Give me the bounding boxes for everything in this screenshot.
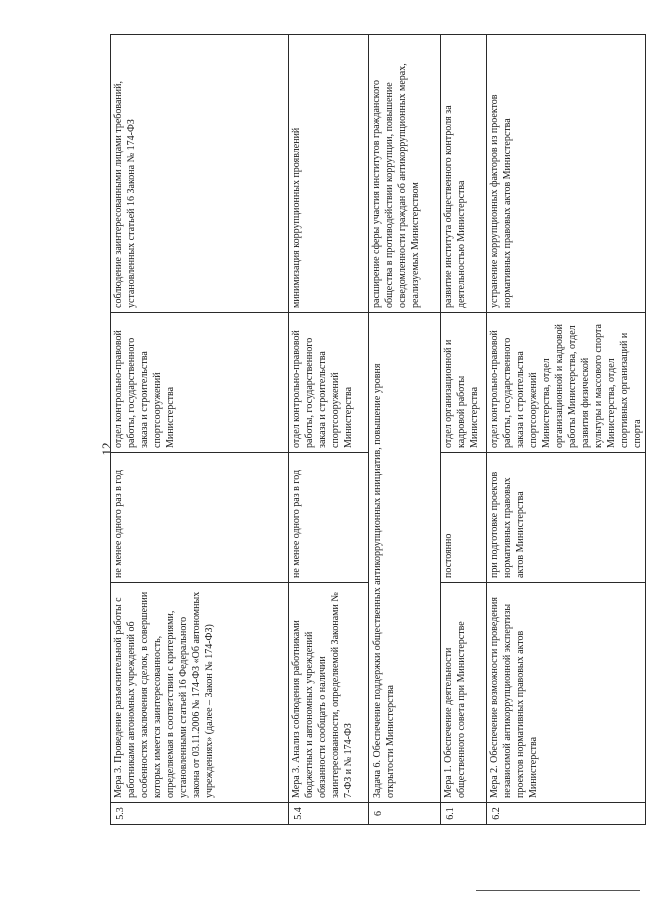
term-cell: не менее одного раз в год bbox=[111, 453, 289, 583]
row-number: 6.2 bbox=[487, 803, 646, 825]
task-cell: Задача 6. Обеспечение поддержки общественных антикоррупционных инициатив, повышение уровня открытости Министерства bbox=[369, 313, 441, 803]
row-number: 5.3 bbox=[111, 803, 289, 825]
action-cell: Мера 3. Анализ соблюдения работниками бюджетных и автономных учреждений обязанности сообщать о наличии заинтересованности, определяемой Законами № 7-ФЗ и № 174-ФЗ bbox=[289, 583, 369, 803]
term-cell: постоянно bbox=[441, 453, 487, 583]
row-number: 6 bbox=[369, 803, 441, 825]
row-number: 5.4 bbox=[289, 803, 369, 825]
result-cell: развитие института общественного контроля за деятельностью Министерства bbox=[441, 35, 487, 313]
responsible-cell: отдел организационной и кадровой работы Министерства bbox=[441, 313, 487, 453]
row-number: 6.1 bbox=[441, 803, 487, 825]
result-cell: минимизация коррупционных проявлений bbox=[289, 35, 369, 313]
action-cell: Мера 1. Обеспечение деятельности общественного совета при Министерстве bbox=[441, 583, 487, 803]
table-row bbox=[441, 35, 487, 825]
table-row bbox=[369, 35, 441, 825]
responsible-cell: отдел контрольно-правовой работы, государственного заказа и строительства спортсооружений Министерства, отдел организационной и кадровой работы Министерства, отдел развития физической культуры и массового спорта Министерства, отдел спортивных организаций и спорта bbox=[487, 313, 646, 453]
table-row bbox=[111, 35, 289, 825]
result-cell: соблюдение заинтересованными лицами требований, установленных статьей 16 Закона № 174-ФЗ bbox=[111, 35, 289, 313]
footer-rule bbox=[476, 890, 640, 891]
page-number: 12 bbox=[99, 442, 114, 456]
rotated-table-inner bbox=[110, 35, 643, 825]
action-plan-table bbox=[110, 34, 646, 825]
result-cell: расширение сферы участия институтов гражданского общества в противодействии коррупции, повышение осведомленности граждан об антикоррупционных мерах, реализуемых Министерством bbox=[369, 35, 441, 313]
responsible-cell: отдел контрольно-правовой работы, государственного заказа и строительства спортсооружений Министерства bbox=[289, 313, 369, 453]
result-cell: устранение коррупционных факторов из проектов нормативных правовых актов Министерства bbox=[487, 35, 646, 313]
action-cell: Мера 3. Проведение разъяснительной работы с работниками автономных учреждений об особенностях заключения сделок, в совершении которых имеется заинтересованность, определяемая в соответствии с критериями, установленными статьей 16 Федерального закона от 03.11.2006 № 174-ФЗ «Об автономных учреждениях» (далее – Закон № 174-ФЗ) bbox=[111, 583, 289, 803]
term-cell: при подготовке проектов нормативных правовых актов Министерства bbox=[487, 453, 646, 583]
action-cell: Мера 2. Обеспечение возможности проведения независимой антикоррупционной экспертизы проектов нормативных правовых актов Министерства bbox=[487, 583, 646, 803]
table-row bbox=[487, 35, 646, 825]
responsible-cell: отдел контрольно-правовой работы, государственного заказа и строительства спортсооружений Министерства bbox=[111, 313, 289, 453]
table-row bbox=[289, 35, 369, 825]
term-cell: не менее одного раз в год bbox=[289, 453, 369, 583]
rotated-table-wrapper bbox=[110, 35, 643, 825]
